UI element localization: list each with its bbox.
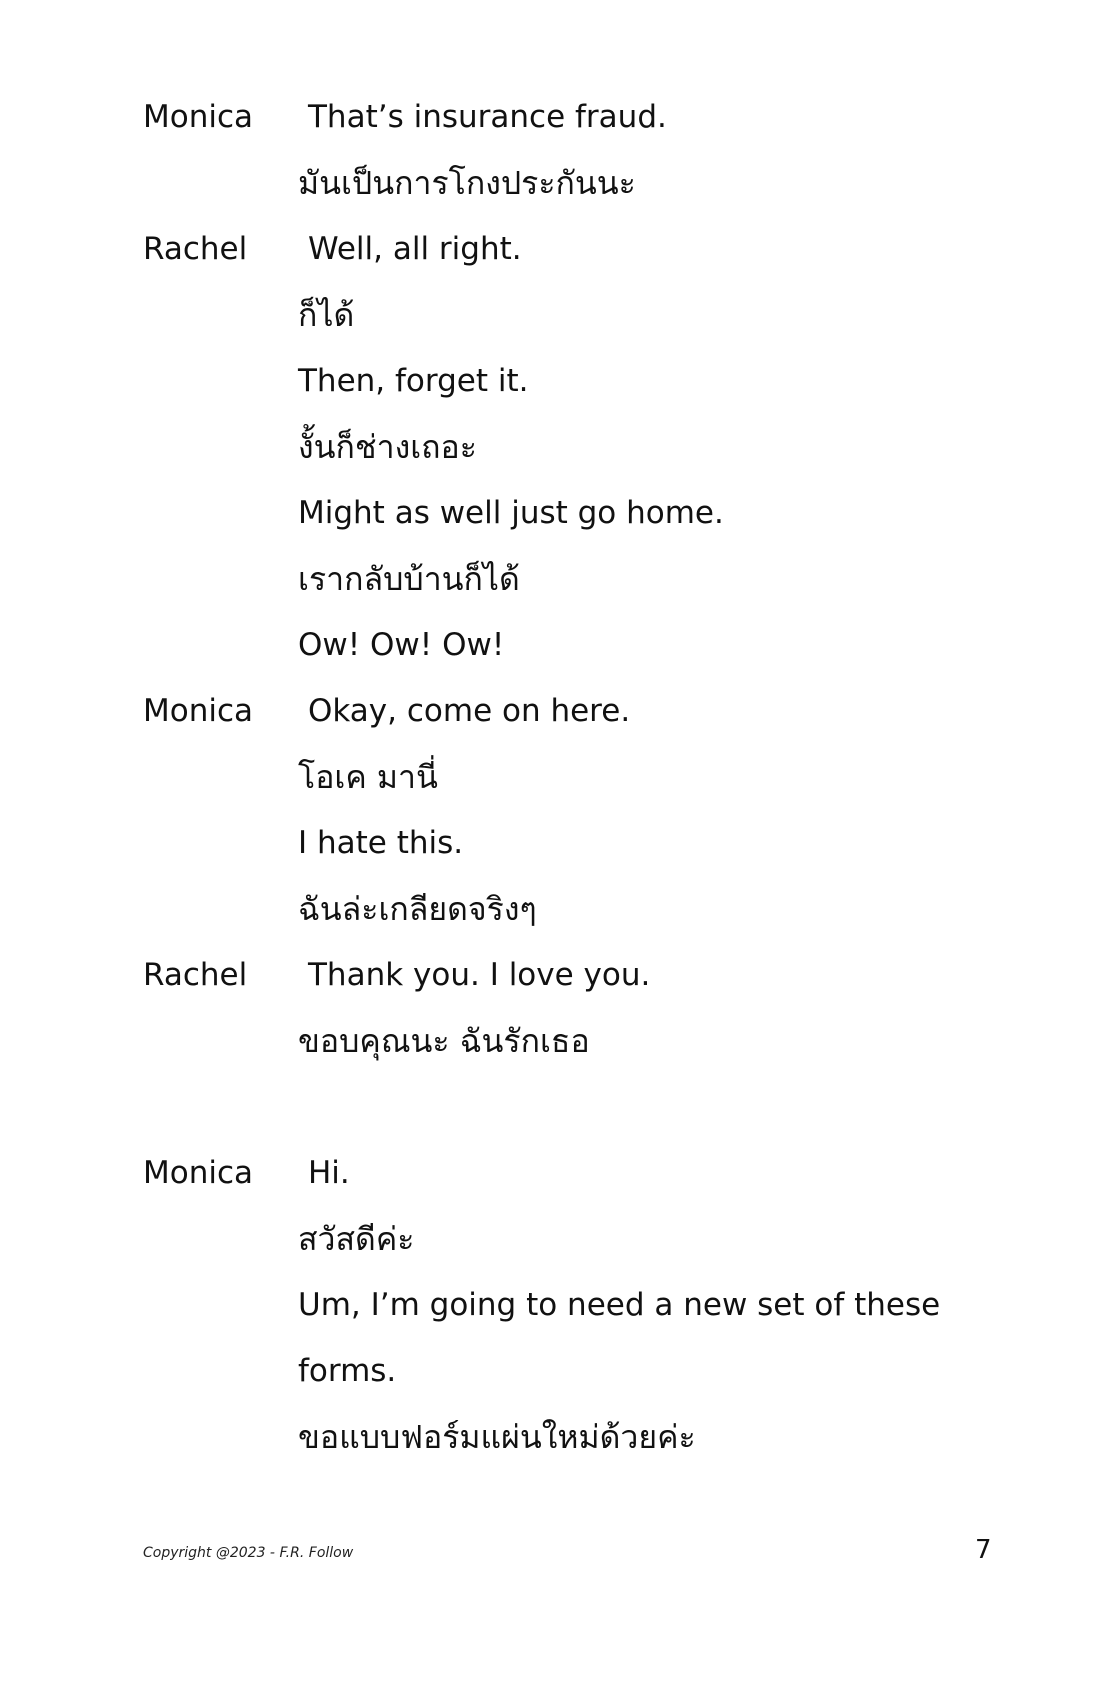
line-text: มันเป็นการโกงประกันนะ <box>298 164 636 202</box>
page-number: 7 <box>975 1535 992 1565</box>
speaker-name: Monica <box>143 1155 254 1191</box>
dialogue-entry <box>0 227 1100 689</box>
dialogue-entry <box>0 1151 1100 1481</box>
dialogue-line <box>0 95 1100 161</box>
line-text: Um, I’m going to need a new set of these <box>298 1287 941 1323</box>
dialogue-line <box>0 161 1100 227</box>
scene-break <box>0 1085 1100 1151</box>
dialogue-line <box>0 1283 1100 1349</box>
dialogue-block <box>0 95 1100 1481</box>
speaker-name: Monica <box>143 693 254 729</box>
line-text: ก็ได้ <box>298 296 355 334</box>
dialogue-line <box>0 293 1100 359</box>
line-text: Then, forget it. <box>298 363 529 399</box>
copyright-footer: Copyright @2023 - F.R. Follow <box>143 1545 354 1561</box>
dialogue-line <box>0 755 1100 821</box>
dialogue-line <box>0 623 1100 689</box>
line-text: โอเค มานี่ <box>298 758 438 796</box>
dialogue-line <box>0 1019 1100 1085</box>
dialogue-line <box>0 491 1100 557</box>
dialogue-line <box>0 821 1100 887</box>
line-text: Hi. <box>308 1155 350 1191</box>
line-text: ฉันล่ะเกลียดจริงๆ <box>298 890 537 928</box>
dialogue-line <box>0 1349 1100 1415</box>
line-text: Thank you. I love you. <box>308 957 651 993</box>
dialogue-entry <box>0 689 1100 953</box>
dialogue-line <box>0 1151 1100 1217</box>
dialogue-line <box>0 1415 1100 1481</box>
dialogue-entry <box>0 95 1100 227</box>
dialogue-line <box>0 887 1100 953</box>
line-text: Okay, come on here. <box>308 693 631 729</box>
line-text: ขอบคุณนะ ฉันรักเธอ <box>298 1022 590 1060</box>
line-text: Ow! Ow! Ow! <box>298 627 505 663</box>
speaker-name: Rachel <box>143 957 248 993</box>
dialogue-line <box>0 359 1100 425</box>
line-text: That’s insurance fraud. <box>308 99 667 135</box>
line-text: ขอแบบฟอร์มแผ่นใหม่ด้วยค่ะ <box>298 1418 696 1456</box>
dialogue-line <box>0 689 1100 755</box>
line-text: Well, all right. <box>308 231 522 267</box>
dialogue-line <box>0 1217 1100 1283</box>
line-text: Might as well just go home. <box>298 495 724 531</box>
line-text: I hate this. <box>298 825 464 861</box>
line-text: สวัสดีค่ะ <box>298 1220 415 1258</box>
line-text: งั้นก็ช่างเถอะ <box>298 428 477 466</box>
dialogue-line <box>0 425 1100 491</box>
line-text: forms. <box>298 1353 397 1389</box>
speaker-name: Rachel <box>143 231 248 267</box>
dialogue-entry <box>0 953 1100 1085</box>
line-text: เรากลับบ้านก็ได้ <box>298 560 520 598</box>
dialogue-line <box>0 953 1100 1019</box>
dialogue-line <box>0 557 1100 623</box>
dialogue-line <box>0 227 1100 293</box>
speaker-name: Monica <box>143 99 254 135</box>
